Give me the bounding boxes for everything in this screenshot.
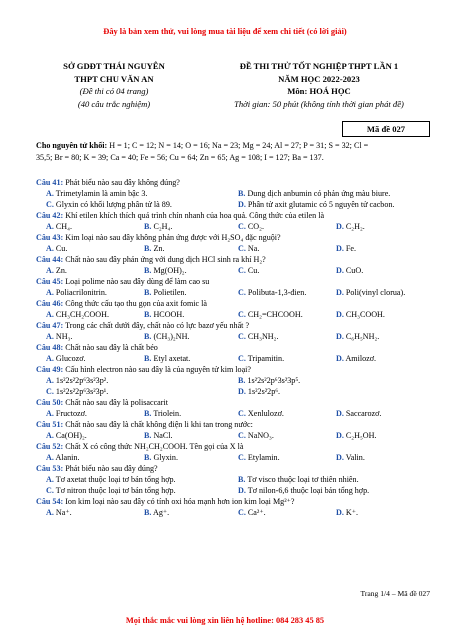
exam-info [208, 60, 430, 110]
answer-option [238, 474, 359, 485]
option-text: 1s²2s²2p⁶3s²3p¹. [53, 387, 109, 396]
option-letter: A. [46, 376, 54, 385]
option-letter: D. [336, 266, 344, 275]
question-stem [36, 419, 440, 430]
option-row [36, 188, 440, 199]
question-item [36, 364, 440, 397]
answer-option [46, 474, 176, 485]
option-text: Tơ nilon-6,6 thuộc loại bán tổng hợp. [245, 486, 370, 495]
option-text: Polibuta-1,3-đien. [245, 288, 307, 297]
question-item [36, 320, 440, 342]
answer-option [238, 265, 259, 276]
option-text: CuO. [343, 266, 364, 275]
option-row [36, 408, 440, 419]
option-row [36, 331, 440, 342]
option-text: Etylamin. [245, 453, 280, 462]
question-number: Câu 54: [36, 497, 64, 506]
question-item [36, 254, 440, 276]
option-letter: C. [46, 387, 54, 396]
option-letter: B. [144, 508, 152, 517]
question-item [36, 232, 440, 254]
question-item [36, 496, 440, 518]
option-text: CH₃CH₂COOH. [53, 310, 109, 319]
option-text: Tơ nitron thuộc loại tơ bán tổng hợp. [53, 486, 176, 495]
option-letter: B. [238, 376, 246, 385]
option-text: CH₄. [53, 222, 72, 231]
answer-option [144, 221, 172, 232]
question-number: Câu 43: [36, 233, 64, 242]
option-text: 1s²2s²2p⁶. [245, 387, 281, 396]
option-text: Cu. [245, 266, 260, 275]
option-text: Glyxin. [151, 453, 178, 462]
option-letter: B. [144, 431, 152, 440]
answer-option [336, 287, 405, 298]
option-row [36, 265, 440, 276]
option-text: 1s²2s²2p⁶3s²3p⁵. [245, 376, 301, 385]
answer-option [144, 452, 178, 463]
option-text: C₂H₄. [151, 222, 173, 231]
option-letter: A. [46, 475, 54, 484]
answer-option [46, 287, 107, 298]
answer-option [144, 265, 187, 276]
option-text: Poli(vinyl clorua). [343, 288, 406, 297]
option-text: Alanin. [53, 453, 80, 462]
question-item [36, 298, 440, 320]
exam-title: ĐỀ THI THỬ TỐT NGHIỆP THPT LẦN 1 [239, 61, 399, 71]
answer-option [238, 188, 390, 199]
option-row [36, 474, 440, 485]
question-item [36, 419, 440, 441]
option-letter: D. [336, 244, 344, 253]
department-name: SỞ GDĐT THÁI NGUYÊN [63, 61, 165, 71]
option-letter: C. [46, 200, 54, 209]
option-letter: A. [46, 409, 54, 418]
answer-option [46, 430, 87, 441]
answer-option [144, 243, 164, 254]
question-stem [36, 254, 440, 265]
option-letter: B. [238, 189, 246, 198]
answer-option [238, 430, 274, 441]
option-letter: B. [144, 409, 152, 418]
question-text: Loại polime nào sau đây dùng để làm cao su [63, 277, 210, 286]
option-letter: A. [46, 266, 54, 275]
school-name: THPT CHU VĂN AN [74, 73, 154, 84]
option-text: Cu. [53, 244, 68, 253]
option-text: Trimetylamin là amin bậc 3. [53, 189, 148, 198]
answer-option [46, 309, 109, 320]
option-text: Tripamitin. [245, 354, 285, 363]
option-letter: C. [238, 332, 246, 341]
preview-banner: Đây là bản xem thử, vui lòng mua tài liệu để xem chi tiết (có lời giải) [103, 27, 347, 36]
answer-option [238, 507, 266, 518]
answer-option [46, 375, 108, 386]
option-letter: B. [144, 244, 152, 253]
question-number: Câu 50: [36, 398, 64, 407]
question-number: Câu 53: [36, 464, 64, 473]
question-list [36, 177, 440, 518]
atomic-masses-values-2: 35,5; Br = 80; K = 39; Ca = 40; Fe = 56; Cu = 64; Zn = 65; Ag = 108; I = 127; Ba = 137. [36, 152, 324, 162]
option-row [36, 353, 440, 364]
question-number: Câu 52: [36, 442, 64, 451]
option-text: CH₂=CHCOOH. [245, 310, 303, 319]
question-text: Cấu hình electron nào sau đây là của nguyên tử kim loại? [63, 365, 252, 374]
option-text: Etyl axetat. [151, 354, 191, 363]
question-stem [36, 298, 440, 309]
question-text: Trong các chất dưới đây, chất nào có lực bazơ yếu nhất ? [63, 321, 250, 330]
option-letter: C. [238, 354, 246, 363]
answer-option [238, 221, 264, 232]
option-letter: D. [238, 387, 246, 396]
answer-option [46, 353, 86, 364]
answer-option [46, 188, 147, 199]
option-text: C₂H₂. [343, 222, 365, 231]
option-row [36, 430, 440, 441]
option-text: Polietilen. [151, 288, 187, 297]
option-text: NaCl. [151, 431, 173, 440]
question-count-note: (40 câu trắc nghiệm) [77, 98, 151, 109]
question-number: Câu 46: [36, 299, 64, 308]
option-letter: D. [238, 486, 246, 495]
question-stem [36, 177, 440, 188]
question-stem [36, 496, 440, 507]
answer-option [144, 408, 181, 419]
option-letter: C. [238, 288, 246, 297]
option-row [36, 243, 440, 254]
question-number: Câu 51: [36, 420, 64, 429]
answer-option [46, 452, 80, 463]
answer-option [144, 430, 173, 441]
answer-option [46, 199, 172, 210]
option-letter: C. [238, 266, 246, 275]
question-item [36, 441, 440, 463]
option-letter: A. [46, 222, 54, 231]
answer-option [336, 353, 376, 364]
option-letter: C. [46, 486, 54, 495]
option-letter: C. [238, 244, 246, 253]
answer-option [46, 331, 72, 342]
question-stem [36, 463, 440, 474]
option-letter: C. [238, 222, 246, 231]
question-text: Phát biểu nào sau đây không đúng? [63, 178, 180, 187]
question-text: Chất nào sau đây là polisaccarit [63, 398, 168, 407]
option-text: Ca(OH)₂. [53, 431, 87, 440]
question-number: Câu 42: [36, 211, 64, 220]
option-letter: A. [46, 332, 54, 341]
option-text: Fe. [343, 244, 357, 253]
option-letter: A. [46, 431, 54, 440]
option-row [36, 386, 440, 397]
option-letter: B. [144, 332, 152, 341]
atomic-masses-label: Cho nguyên tử khối: [36, 141, 108, 150]
option-letter: A. [46, 508, 54, 517]
option-text: HCOOH. [151, 310, 185, 319]
option-row [36, 199, 440, 210]
option-letter: D. [336, 431, 344, 440]
option-text: Mg(OH)₂. [151, 266, 187, 275]
question-item [36, 210, 440, 232]
answer-option [238, 331, 279, 342]
answer-option [238, 243, 259, 254]
answer-option [238, 452, 280, 463]
question-text: Phát biểu nào sau đây đúng? [63, 464, 158, 473]
answer-option [144, 287, 187, 298]
question-stem [36, 276, 440, 287]
option-text: C₆H₅NH₂. [343, 332, 380, 341]
answer-option [336, 430, 377, 441]
option-text: Poliacrilonitrin. [53, 288, 107, 297]
hotline-banner: Mọi thắc mắc vui lòng xin liên hệ hotline: 084 283 45 85 [125, 616, 325, 625]
answer-option [336, 265, 363, 276]
answer-option [238, 309, 303, 320]
question-text: Chất X có công thức NH₂CH₂COOH. Tên gọi của X là [63, 442, 244, 451]
question-stem [36, 364, 440, 375]
option-letter: D. [336, 310, 344, 319]
option-letter: A. [46, 244, 54, 253]
question-stem [36, 210, 440, 221]
option-text: Triolein. [151, 409, 182, 418]
option-row [36, 309, 440, 320]
option-text: NH₃. [53, 332, 73, 341]
option-letter: B. [144, 222, 152, 231]
question-number: Câu 49: [36, 365, 64, 374]
question-text: Kim loại nào sau đây không phản ứng được với H₂SO₄ đặc nguội? [63, 233, 281, 242]
answer-option [144, 309, 184, 320]
answer-option [46, 485, 176, 496]
option-text: Zn. [53, 266, 67, 275]
answer-option [46, 507, 72, 518]
option-text: C₂H₅OH. [343, 431, 377, 440]
option-letter: C. [238, 453, 246, 462]
option-letter: C. [238, 431, 246, 440]
option-letter: C. [238, 310, 246, 319]
option-text: Na⁺. [53, 508, 72, 517]
option-text: Zn. [151, 244, 165, 253]
answer-option [46, 265, 67, 276]
question-number: Câu 45: [36, 277, 64, 286]
option-text: CH₃COOH. [343, 310, 385, 319]
option-text: Tơ visco thuộc loại tơ thiên nhiên. [245, 475, 359, 484]
question-stem [36, 441, 440, 452]
option-row [36, 507, 440, 518]
answer-option [238, 199, 394, 210]
option-text: Phân tử axit glutamic có 5 nguyên tử cacbon. [245, 200, 395, 209]
question-text: Công thức cấu tạo thu gọn của axit fomic là [63, 299, 207, 308]
answer-option [238, 408, 284, 419]
option-text: CH₃NH₂. [245, 332, 279, 341]
question-stem [36, 320, 440, 331]
question-item [36, 276, 440, 298]
answer-option [336, 408, 381, 419]
answer-option [46, 243, 67, 254]
option-text: Amilozơ. [343, 354, 377, 363]
question-item [36, 463, 440, 496]
answer-option [144, 353, 190, 364]
subject: Môn: HOÁ HỌC [287, 86, 351, 96]
option-text: Ca²⁺. [245, 508, 266, 517]
question-stem [36, 232, 440, 243]
option-row [36, 375, 440, 386]
option-letter: B. [144, 354, 152, 363]
option-letter: D. [336, 288, 344, 297]
option-text: CO₂. [245, 222, 264, 231]
option-text: Glucozơ. [53, 354, 86, 363]
question-item [36, 177, 440, 210]
question-stem [36, 342, 440, 353]
question-text: Chất nào sau đây là chất béo [63, 343, 158, 352]
answer-option [336, 452, 365, 463]
option-letter: A. [46, 189, 54, 198]
option-text: Saccarozơ. [343, 409, 382, 418]
question-text: Ion kim loại nào sau đây có tính oxi hóa mạnh hơn ion kim loại Mg²⁺? [63, 497, 295, 506]
option-text: Ag⁺. [151, 508, 170, 517]
option-text: Fructozơ. [53, 409, 87, 418]
option-letter: C. [238, 508, 246, 517]
option-letter: B. [144, 453, 152, 462]
option-letter: B. [144, 310, 152, 319]
answer-option [238, 375, 300, 386]
option-row [36, 287, 440, 298]
option-text: Na. [245, 244, 260, 253]
option-letter: A. [46, 288, 54, 297]
option-text: 1s²2s²2p⁶3s²3p². [53, 376, 109, 385]
option-letter: D. [336, 453, 344, 462]
answer-option [46, 386, 108, 397]
school-info [38, 60, 190, 110]
option-letter: B. [238, 475, 246, 484]
answer-option [144, 331, 189, 342]
option-text: K⁺. [343, 508, 359, 517]
question-item [36, 342, 440, 364]
answer-option [336, 331, 379, 342]
answer-option [238, 386, 280, 397]
option-text: (CH₃)₂NH. [151, 332, 190, 341]
question-text: Khí etilen khích thích quá trình chín nhanh của hoa quả. Công thức của etilen là [63, 211, 325, 220]
answer-option [238, 353, 284, 364]
option-letter: A. [46, 453, 54, 462]
answer-option [336, 309, 385, 320]
answer-option [46, 221, 72, 232]
question-item [36, 397, 440, 419]
school-year: NĂM HỌC 2022-2023 [278, 73, 360, 84]
answer-option [336, 221, 365, 232]
answer-option [238, 287, 306, 298]
option-letter: D. [238, 200, 246, 209]
question-number: Câu 44: [36, 255, 64, 264]
atomic-masses-values-1: H = 1; C = 12; N = 14; O = 16; Na = 23; Mg = 24; Al = 27; P = 31; S = 32; Cl = [107, 141, 369, 150]
option-letter: B. [144, 266, 152, 275]
option-text: Dung dịch anbumin có phản ứng màu biure. [245, 189, 391, 198]
time-limit: Thời gian: 50 phút (không tính thời gian phát đề) [234, 98, 404, 109]
answer-option [336, 507, 358, 518]
page-count-note: (Đề thi có 04 trang) [79, 86, 149, 96]
option-letter: D. [336, 332, 344, 341]
option-text: Valin. [343, 453, 365, 462]
option-letter: B. [144, 288, 152, 297]
question-text: Chất nào sau đây phản ứng với dung dịch HCl sinh ra khí H₂? [63, 255, 266, 264]
atomic-masses [36, 140, 436, 163]
option-letter: D. [336, 222, 344, 231]
option-row [36, 221, 440, 232]
answer-option [144, 507, 169, 518]
question-number: Câu 47: [36, 321, 64, 330]
page-footer: Trang 1/4 – Mã đề 027 [360, 589, 430, 598]
question-text: Chất nào sau đây là chất không điện li khi tan trong nước: [63, 420, 253, 429]
option-letter: D. [336, 354, 344, 363]
option-text: NaNO₃. [245, 431, 274, 440]
question-stem [36, 397, 440, 408]
option-letter: C. [238, 409, 246, 418]
option-row [36, 452, 440, 463]
option-letter: D. [336, 508, 344, 517]
question-number: Câu 41: [36, 178, 64, 187]
question-number: Câu 48: [36, 343, 64, 352]
option-text: Glyxin có khối lượng phân tử là 89. [53, 200, 172, 209]
option-row [36, 485, 440, 496]
option-text: Tơ axetat thuộc loại tơ bán tổng hợp. [53, 475, 176, 484]
option-text: Xenlulozơ. [245, 409, 284, 418]
answer-option [336, 243, 356, 254]
option-letter: D. [336, 409, 344, 418]
answer-option [238, 485, 369, 496]
answer-option [46, 408, 87, 419]
option-letter: A. [46, 310, 54, 319]
option-letter: A. [46, 354, 54, 363]
exam-code-box: Mã đề 027 [342, 121, 430, 137]
